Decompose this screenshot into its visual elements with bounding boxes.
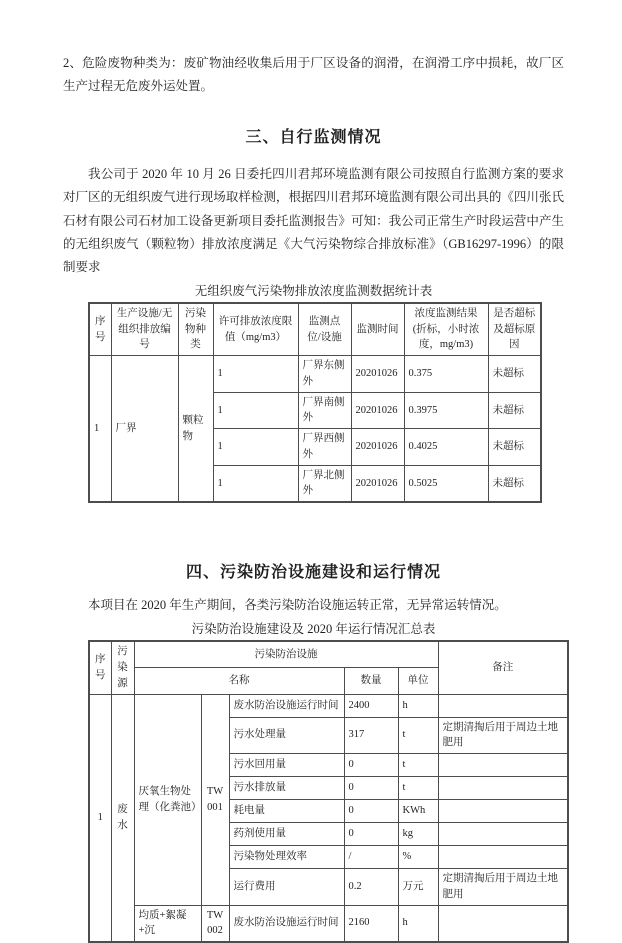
cell-qty: 2400 [344, 694, 398, 717]
header-unit: 单位 [398, 668, 438, 694]
monitor-table-header-row [89, 303, 541, 356]
cell-facility-code: TW001 [201, 694, 229, 905]
cell-unit: 万元 [398, 869, 438, 906]
monitoring-data-table [88, 302, 542, 503]
cell-qty: 0.2 [344, 869, 398, 906]
cell-facility-name: 厌氧生物处理（化粪池） [134, 694, 201, 905]
hazardous-waste-paragraph: 2、危险废物种类为：废矿物油经收集后用于厂区设备的润滑，在润滑工序中损耗，故厂区生产过程无危废外运处置。 [63, 56, 564, 94]
cell-item: 药剂使用量 [229, 823, 344, 846]
cell-item: 污染物处理效率 [229, 846, 344, 869]
cell-unit: KWh [398, 800, 438, 823]
cell-note [438, 694, 568, 717]
cell-exceed: 未超标 [488, 356, 541, 393]
cell-note [438, 754, 568, 777]
cell-time: 20201026 [351, 356, 404, 393]
header-note: 备注 [438, 641, 568, 694]
cell-item: 耗电量 [229, 800, 344, 823]
cell-unit: h [398, 905, 438, 942]
cell-exceed: 未超标 [488, 429, 541, 466]
cell-result: 0.3975 [404, 392, 488, 429]
cell-note [438, 800, 568, 823]
cell-unit: t [398, 754, 438, 777]
section4-heading: 四、污染防治设施建设和运行情况 [185, 564, 441, 582]
cell-qty: 0 [344, 777, 398, 800]
monitor-table-caption: 无组织废气污染物排放浓度监测数据统计表 [194, 283, 433, 298]
cell-limit: 1 [213, 429, 298, 466]
cell-limit: 1 [213, 392, 298, 429]
cell-exceed: 未超标 [488, 392, 541, 429]
cell-limit: 1 [213, 356, 298, 393]
cell-unit: h [398, 694, 438, 717]
cell-time: 20201026 [351, 392, 404, 429]
cell-seq: 1 [89, 694, 111, 942]
cell-result: 0.5025 [404, 465, 488, 502]
cell-exceed: 未超标 [488, 465, 541, 502]
cell-point: 厂界南侧外 [298, 392, 351, 429]
cell-qty: 0 [344, 800, 398, 823]
cell-item: 污水排放量 [229, 777, 344, 800]
cell-item: 运行费用 [229, 869, 344, 906]
header-limit: 许可排放浓度限值（mg/m3） [213, 303, 298, 356]
cell-note: 定期清掏后用于周边土地肥用 [438, 717, 568, 754]
header-source: 污染源 [111, 641, 134, 694]
treatment-facility-table [88, 640, 569, 943]
cell-time: 20201026 [351, 429, 404, 466]
cell-source: 废水 [111, 694, 134, 942]
cell-note [438, 846, 568, 869]
cell-qty: 0 [344, 754, 398, 777]
header-result: 浓度监测结果(折标，小时浓度，mg/m3) [404, 303, 488, 356]
cell-facility-name: 均质+絮凝+沉 [134, 905, 201, 942]
header-name: 名称 [134, 668, 344, 694]
cell-point: 厂界西侧外 [298, 429, 351, 466]
cell-facility-code: TW002 [201, 905, 229, 942]
cell-qty: 317 [344, 717, 398, 754]
section4-paragraph: 本项目在 2020 年生产期间，各类污染防治设施运转正常，无异常运转情况。 [88, 598, 507, 613]
cell-note: 定期清掏后用于周边土地肥用 [438, 869, 568, 906]
header-qty: 数量 [344, 668, 398, 694]
cell-seq: 1 [89, 356, 111, 503]
header-seq: 序号 [89, 641, 111, 694]
section3-heading: 三、自行监测情况 [245, 129, 382, 147]
cell-point: 厂界东侧外 [298, 356, 351, 393]
cell-result: 0.4025 [404, 429, 488, 466]
cell-unit: kg [398, 823, 438, 846]
header-exceed: 是否超标及超标原因 [488, 303, 541, 356]
cell-pollutant: 颗粒物 [178, 356, 213, 503]
header-time: 监测时间 [351, 303, 404, 356]
table-row [89, 356, 541, 393]
cell-facility: 厂界 [111, 356, 178, 503]
cell-point: 厂界北侧外 [298, 465, 351, 502]
cell-unit: % [398, 846, 438, 869]
cell-note [438, 777, 568, 800]
header-facility: 生产设施/无组织排放编号 [111, 303, 178, 356]
header-facility-group: 污染防治设施 [134, 641, 438, 667]
header-point: 监测点位/设施 [298, 303, 351, 356]
cell-item: 污水回用量 [229, 754, 344, 777]
cell-result: 0.375 [404, 356, 488, 393]
cell-qty: 0 [344, 823, 398, 846]
cell-qty: 2160 [344, 905, 398, 942]
cell-note [438, 823, 568, 846]
header-pollutant: 污染物种类 [178, 303, 213, 356]
cell-qty: / [344, 846, 398, 869]
header-seq: 序号 [89, 303, 111, 356]
treatment-table-caption: 污染防治设施建设及 2020 年运行情况汇总表 [191, 622, 436, 637]
table-row [89, 905, 568, 942]
table-row [89, 694, 568, 717]
cell-unit: t [398, 777, 438, 800]
cell-note [438, 905, 568, 942]
section3-paragraph: 我公司于 2020 年 10 月 26 日委托四川君邦环境监测有限公司按照自行监测方案的要求对厂区的无组织废气进行现场取样检测，根据四川君邦环境监测有限公司出具的《四川张氏石材有限公司石材加工设备更新项目委托监测报告》可知：我公司正常生产时段运营中产生的无组织废气（颗粒物）排放浓度满足《大气污染物综合排放标准》（GB16297-1996）的限制要求 [63, 167, 564, 274]
cell-time: 20201026 [351, 465, 404, 502]
cell-item: 废水防治设施运行时间 [229, 905, 344, 942]
cell-limit: 1 [213, 465, 298, 502]
cell-item: 废水防治设施运行时间 [229, 694, 344, 717]
cell-item: 污水处理量 [229, 717, 344, 754]
treatment-table-header-row1 [89, 641, 568, 667]
cell-unit: t [398, 717, 438, 754]
